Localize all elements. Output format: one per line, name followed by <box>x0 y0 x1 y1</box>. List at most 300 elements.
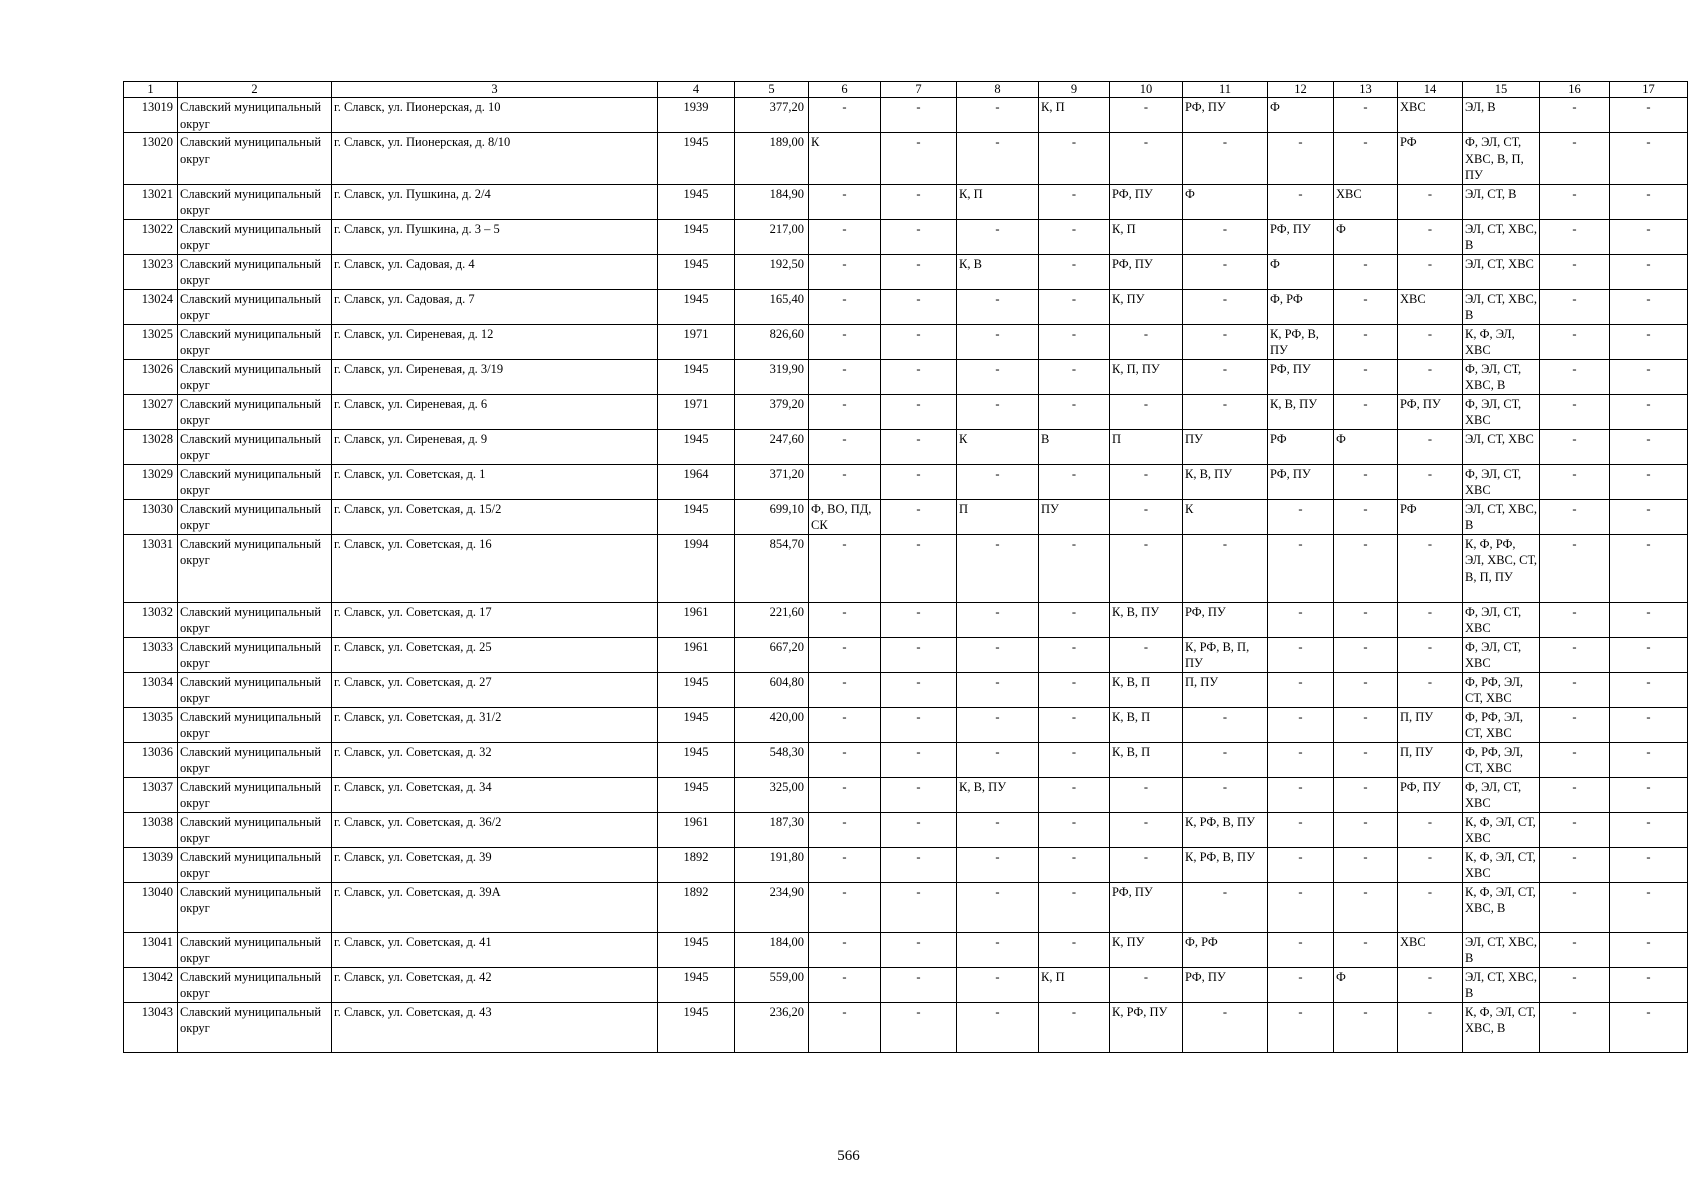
table-cell: - <box>881 932 957 967</box>
table-cell: - <box>1039 359 1110 394</box>
table-row <box>124 812 1688 847</box>
table-cell: 13034 <box>124 672 178 707</box>
table-cell: - <box>1334 707 1398 742</box>
table-cell: - <box>1610 133 1688 185</box>
table-cell: 1945 <box>658 967 735 1002</box>
column-header: 6 <box>809 82 881 98</box>
table-cell: - <box>1039 672 1110 707</box>
table-cell: г. Славск, ул. Сиреневая, д. 6 <box>332 394 658 429</box>
table-cell: Славский муниципальный округ <box>178 394 332 429</box>
table-cell: - <box>1268 742 1334 777</box>
table-cell: Ф, ЭЛ, СТ, ХВС <box>1463 602 1540 637</box>
table-cell: - <box>809 1002 881 1052</box>
table-cell: К <box>1183 499 1268 534</box>
table-cell: - <box>1039 637 1110 672</box>
table-cell: 13025 <box>124 324 178 359</box>
table-cell: - <box>1398 882 1463 932</box>
table-cell: - <box>1183 289 1268 324</box>
table-cell: 377,20 <box>735 98 809 133</box>
table-row <box>124 882 1688 932</box>
table-cell: - <box>957 394 1039 429</box>
table-cell: - <box>809 184 881 219</box>
table-cell: - <box>1334 672 1398 707</box>
column-header: 4 <box>658 82 735 98</box>
table-cell: К, РФ, В, П, ПУ <box>1183 637 1268 672</box>
table-cell: Ф, РФ, ЭЛ, СТ, ХВС <box>1463 672 1540 707</box>
table-cell: - <box>1110 967 1183 1002</box>
table-cell: - <box>1183 219 1268 254</box>
table-cell: 559,00 <box>735 967 809 1002</box>
table-cell: - <box>1610 324 1688 359</box>
table-cell: - <box>881 812 957 847</box>
table-cell: 13020 <box>124 133 178 185</box>
table-cell: - <box>809 637 881 672</box>
table-cell: - <box>1110 464 1183 499</box>
table-cell: - <box>1039 133 1110 185</box>
table-cell: ХВС <box>1398 289 1463 324</box>
table-cell: К, В, ПУ <box>1110 602 1183 637</box>
table-cell: - <box>1610 499 1688 534</box>
table-cell: - <box>1334 464 1398 499</box>
table-cell: 13027 <box>124 394 178 429</box>
table-cell: 420,00 <box>735 707 809 742</box>
table-cell: - <box>1398 184 1463 219</box>
table-cell: - <box>1110 777 1183 812</box>
table-cell: Ф, РФ, ЭЛ, СТ, ХВС <box>1463 742 1540 777</box>
table-cell: Славский муниципальный округ <box>178 429 332 464</box>
column-header: 9 <box>1039 82 1110 98</box>
table-cell: - <box>1039 464 1110 499</box>
table-row <box>124 1002 1688 1052</box>
table-cell: - <box>881 707 957 742</box>
table-cell: - <box>957 1002 1039 1052</box>
table-cell: 217,00 <box>735 219 809 254</box>
table-row <box>124 707 1688 742</box>
table-cell: - <box>809 812 881 847</box>
table-cell: - <box>1610 359 1688 394</box>
table-cell: 1961 <box>658 637 735 672</box>
table-cell: - <box>957 289 1039 324</box>
table-cell: 1892 <box>658 882 735 932</box>
table-cell: - <box>809 534 881 602</box>
table-cell: Ф <box>1268 254 1334 289</box>
table-cell: - <box>1610 184 1688 219</box>
table-cell: - <box>1334 133 1398 185</box>
table-cell: г. Славск, ул. Советская, д. 32 <box>332 742 658 777</box>
table-cell: - <box>1268 932 1334 967</box>
table-cell: 13042 <box>124 967 178 1002</box>
table-cell: - <box>809 777 881 812</box>
table-cell: - <box>1398 637 1463 672</box>
table-cell: П, ПУ <box>1398 707 1463 742</box>
table-cell: 1945 <box>658 932 735 967</box>
table-cell: - <box>957 742 1039 777</box>
table-cell: 13024 <box>124 289 178 324</box>
table-cell: 1945 <box>658 133 735 185</box>
table-cell: Славский муниципальный округ <box>178 602 332 637</box>
table-cell: К, ПУ <box>1110 932 1183 967</box>
table-row <box>124 429 1688 464</box>
table-cell: Славский муниципальный округ <box>178 133 332 185</box>
table-cell: - <box>1039 812 1110 847</box>
table-cell: - <box>957 98 1039 133</box>
table-cell: - <box>957 359 1039 394</box>
table-cell: К, П <box>957 184 1039 219</box>
table-cell: - <box>1039 1002 1110 1052</box>
table-cell: РФ, ПУ <box>1268 219 1334 254</box>
table-cell: - <box>881 429 957 464</box>
table-cell: 548,30 <box>735 742 809 777</box>
table-cell: - <box>1039 254 1110 289</box>
table-cell: РФ, ПУ <box>1398 777 1463 812</box>
page-number: 566 <box>837 1148 860 1164</box>
table-cell: - <box>881 324 957 359</box>
table-cell: Славский муниципальный округ <box>178 289 332 324</box>
table-cell: - <box>1039 882 1110 932</box>
table-cell: - <box>1334 98 1398 133</box>
table-cell: - <box>1334 499 1398 534</box>
table-cell: - <box>809 707 881 742</box>
table-cell: - <box>1610 812 1688 847</box>
table-cell: 191,80 <box>735 847 809 882</box>
table-cell: - <box>1183 133 1268 185</box>
table-cell: - <box>809 359 881 394</box>
table-cell: г. Славск, ул. Советская, д. 43 <box>332 1002 658 1052</box>
table-cell: ЭЛ, СТ, ХВС, В <box>1463 499 1540 534</box>
table-cell: 13043 <box>124 1002 178 1052</box>
table-cell: РФ <box>1398 499 1463 534</box>
table-cell: К, В, ПУ <box>1183 464 1268 499</box>
table-cell: - <box>1039 394 1110 429</box>
table-cell: - <box>1268 812 1334 847</box>
table-cell: ХВС <box>1398 932 1463 967</box>
table-cell: - <box>1540 184 1610 219</box>
table-cell: - <box>1610 602 1688 637</box>
table-cell: - <box>1398 324 1463 359</box>
column-header: 5 <box>735 82 809 98</box>
table-cell: 184,00 <box>735 932 809 967</box>
table-cell: 13030 <box>124 499 178 534</box>
table-row <box>124 98 1688 133</box>
table-cell: - <box>1334 1002 1398 1052</box>
table-cell: РФ, ПУ <box>1183 98 1268 133</box>
table-cell: - <box>881 394 957 429</box>
table-cell: - <box>1183 1002 1268 1052</box>
table-cell: - <box>881 777 957 812</box>
table-cell: - <box>1110 133 1183 185</box>
table-cell: - <box>1540 464 1610 499</box>
table-cell: - <box>1610 707 1688 742</box>
table-cell: 1945 <box>658 672 735 707</box>
table-cell: К, Ф, ЭЛ, ХВС <box>1463 324 1540 359</box>
table-cell: К <box>957 429 1039 464</box>
table-cell: 1945 <box>658 499 735 534</box>
table-cell: г. Славск, ул. Советская, д. 39 <box>332 847 658 882</box>
table-row <box>124 847 1688 882</box>
table-row <box>124 133 1688 185</box>
table-cell: 234,90 <box>735 882 809 932</box>
table-cell: Славский муниципальный округ <box>178 254 332 289</box>
table-row <box>124 637 1688 672</box>
table-cell: Ф, ЭЛ, СТ, ХВС <box>1463 777 1540 812</box>
table-cell: РФ, ПУ <box>1183 602 1268 637</box>
table-cell: - <box>881 882 957 932</box>
table-cell: Ф <box>1334 429 1398 464</box>
table-cell: П, ПУ <box>1398 742 1463 777</box>
table-cell: - <box>881 847 957 882</box>
table-body <box>124 98 1688 1053</box>
table-cell: - <box>1039 847 1110 882</box>
buildings-table <box>123 81 1688 1053</box>
table-cell: Ф <box>1334 219 1398 254</box>
table-cell: Славский муниципальный округ <box>178 672 332 707</box>
table-cell: - <box>1039 932 1110 967</box>
table-cell: - <box>1540 254 1610 289</box>
column-header: 16 <box>1540 82 1610 98</box>
table-cell: - <box>1540 534 1610 602</box>
table-cell: Ф, ЭЛ, СТ, ХВС, В <box>1463 359 1540 394</box>
table-cell: - <box>1268 882 1334 932</box>
table-cell: РФ, ПУ <box>1110 254 1183 289</box>
table-cell: ПУ <box>1039 499 1110 534</box>
table-cell: К, В, ПУ <box>1268 394 1334 429</box>
table-cell: К, П, ПУ <box>1110 359 1183 394</box>
table-cell: Славский муниципальный округ <box>178 219 332 254</box>
column-header: 11 <box>1183 82 1268 98</box>
table-cell: - <box>809 324 881 359</box>
table-cell: Славский муниципальный округ <box>178 324 332 359</box>
table-cell: Ф <box>1183 184 1268 219</box>
table-cell: - <box>1268 534 1334 602</box>
table-cell: РФ, ПУ <box>1268 359 1334 394</box>
table-cell: - <box>957 812 1039 847</box>
table-cell: - <box>1110 98 1183 133</box>
table-row <box>124 932 1688 967</box>
table-cell: К, В, П <box>1110 707 1183 742</box>
table-cell: - <box>1540 637 1610 672</box>
table-cell: Ф, РФ <box>1183 932 1268 967</box>
table-cell: Ф, ЭЛ, СТ, ХВС <box>1463 637 1540 672</box>
table-cell: - <box>1334 777 1398 812</box>
table-cell: - <box>809 394 881 429</box>
table-cell: - <box>809 602 881 637</box>
table-cell: Славский муниципальный округ <box>178 464 332 499</box>
table-cell: - <box>1540 429 1610 464</box>
table-cell: - <box>1334 324 1398 359</box>
table-cell: 189,00 <box>735 133 809 185</box>
table-cell: РФ, ПУ <box>1110 882 1183 932</box>
table-cell: Славский муниципальный округ <box>178 777 332 812</box>
table-cell: ЭЛ, В <box>1463 98 1540 133</box>
column-header: 1 <box>124 82 178 98</box>
table-cell: г. Славск, ул. Советская, д. 31/2 <box>332 707 658 742</box>
table-row <box>124 742 1688 777</box>
table-cell: г. Славск, ул. Советская, д. 34 <box>332 777 658 812</box>
table-cell: - <box>1268 1002 1334 1052</box>
table-cell: г. Славск, ул. Пушкина, д. 3 – 5 <box>332 219 658 254</box>
table-cell: 1994 <box>658 534 735 602</box>
table-row <box>124 602 1688 637</box>
table-cell: - <box>1268 499 1334 534</box>
table-cell: - <box>1610 777 1688 812</box>
table-cell: - <box>1183 394 1268 429</box>
table-cell: - <box>1334 602 1398 637</box>
table-cell: - <box>1268 777 1334 812</box>
table-cell: - <box>1334 637 1398 672</box>
table-cell: Славский муниципальный округ <box>178 359 332 394</box>
table-cell: 13038 <box>124 812 178 847</box>
table-cell: - <box>881 219 957 254</box>
table-cell: К, В <box>957 254 1039 289</box>
table-cell: К, ПУ <box>1110 289 1183 324</box>
table-cell: - <box>1610 254 1688 289</box>
table-cell: 371,20 <box>735 464 809 499</box>
table-cell: - <box>1334 742 1398 777</box>
table-cell: - <box>1183 324 1268 359</box>
table-cell: 13028 <box>124 429 178 464</box>
table-cell: - <box>1039 742 1110 777</box>
table-cell: - <box>1110 847 1183 882</box>
table-cell: 854,70 <box>735 534 809 602</box>
table-cell: - <box>881 98 957 133</box>
table-cell: - <box>881 637 957 672</box>
table-cell: - <box>1268 967 1334 1002</box>
table-cell: 13022 <box>124 219 178 254</box>
table-cell: - <box>1039 289 1110 324</box>
table-cell: - <box>957 133 1039 185</box>
table-cell: 221,60 <box>735 602 809 637</box>
table-cell: - <box>809 847 881 882</box>
table-cell: - <box>1398 429 1463 464</box>
table-cell: г. Славск, ул. Пушкина, д. 2/4 <box>332 184 658 219</box>
table-cell: Ф <box>1334 967 1398 1002</box>
table-cell: - <box>957 932 1039 967</box>
column-header: 14 <box>1398 82 1463 98</box>
table-cell: г. Славск, ул. Садовая, д. 4 <box>332 254 658 289</box>
table-cell: - <box>1540 324 1610 359</box>
table-cell: Ф, РФ <box>1268 289 1334 324</box>
table-cell: - <box>1540 289 1610 324</box>
table-cell: г. Славск, ул. Пионерская, д. 8/10 <box>332 133 658 185</box>
table-cell: - <box>1110 534 1183 602</box>
table-cell: - <box>957 847 1039 882</box>
table-cell: 13037 <box>124 777 178 812</box>
table-cell: - <box>809 254 881 289</box>
table-cell: ЭЛ, СТ, ХВС, В <box>1463 289 1540 324</box>
table-cell: - <box>1398 254 1463 289</box>
table-cell: - <box>957 707 1039 742</box>
table-cell: - <box>1183 254 1268 289</box>
table-cell: 192,50 <box>735 254 809 289</box>
table-cell: ЭЛ, СТ, ХВС, В <box>1463 219 1540 254</box>
table-cell: - <box>809 429 881 464</box>
table-cell: - <box>1334 847 1398 882</box>
table-cell: РФ, ПУ <box>1183 967 1268 1002</box>
table-cell: - <box>1610 672 1688 707</box>
table-cell: РФ <box>1398 133 1463 185</box>
table-cell: - <box>1610 1002 1688 1052</box>
table-cell: - <box>1398 602 1463 637</box>
table-cell: - <box>1334 882 1398 932</box>
table-cell: г. Славск, ул. Советская, д. 25 <box>332 637 658 672</box>
table-cell: - <box>1110 637 1183 672</box>
table-cell: - <box>1039 324 1110 359</box>
table-cell: К, РФ, В, ПУ <box>1183 812 1268 847</box>
table-cell: - <box>1334 812 1398 847</box>
table-cell: - <box>1610 394 1688 429</box>
table-cell: - <box>1610 932 1688 967</box>
table-cell: - <box>1398 219 1463 254</box>
table-cell: - <box>809 967 881 1002</box>
table-cell: - <box>1039 184 1110 219</box>
table-row <box>124 359 1688 394</box>
table-cell: П, ПУ <box>1183 672 1268 707</box>
table-cell: - <box>881 464 957 499</box>
table-cell: - <box>1610 219 1688 254</box>
table-cell: - <box>1268 847 1334 882</box>
table-cell: - <box>1398 967 1463 1002</box>
table-cell: 1945 <box>658 707 735 742</box>
table-cell: 379,20 <box>735 394 809 429</box>
table-cell: Славский муниципальный округ <box>178 637 332 672</box>
table-row <box>124 499 1688 534</box>
table-row <box>124 219 1688 254</box>
table-cell: - <box>809 932 881 967</box>
table-cell: - <box>1039 219 1110 254</box>
table-cell: - <box>1398 847 1463 882</box>
table-cell: К, РФ, ПУ <box>1110 1002 1183 1052</box>
table-cell: 13041 <box>124 932 178 967</box>
table-cell: - <box>1039 534 1110 602</box>
table-cell: РФ, ПУ <box>1398 394 1463 429</box>
table-cell: ЭЛ, СТ, В <box>1463 184 1540 219</box>
table-cell: - <box>1540 499 1610 534</box>
table-cell: - <box>809 98 881 133</box>
table-cell: ЭЛ, СТ, ХВС <box>1463 429 1540 464</box>
table-cell: г. Славск, ул. Советская, д. 15/2 <box>332 499 658 534</box>
table-cell: - <box>1610 847 1688 882</box>
table-cell: Ф, ЭЛ, СТ, ХВС <box>1463 464 1540 499</box>
table-cell: Ф, РФ, ЭЛ, СТ, ХВС <box>1463 707 1540 742</box>
table-cell: - <box>1540 672 1610 707</box>
table-cell: 13019 <box>124 98 178 133</box>
table-cell: 13026 <box>124 359 178 394</box>
table-cell: - <box>1610 289 1688 324</box>
column-header: 7 <box>881 82 957 98</box>
table-cell: - <box>1540 133 1610 185</box>
table-cell: РФ, ПУ <box>1110 184 1183 219</box>
table-cell: - <box>1039 707 1110 742</box>
table-cell: - <box>1268 637 1334 672</box>
table-cell: - <box>881 359 957 394</box>
table-cell: - <box>1540 219 1610 254</box>
table-cell: - <box>881 254 957 289</box>
table-cell: - <box>1540 847 1610 882</box>
table-cell: ЭЛ, СТ, ХВС, В <box>1463 967 1540 1002</box>
table-cell: - <box>1183 882 1268 932</box>
table-row <box>124 777 1688 812</box>
table-cell: - <box>1610 464 1688 499</box>
table-cell: 1961 <box>658 602 735 637</box>
table-cell: г. Славск, ул. Советская, д. 41 <box>332 932 658 967</box>
table-cell: - <box>1183 707 1268 742</box>
table-cell: ЭЛ, СТ, ХВС, В <box>1463 932 1540 967</box>
table-cell: - <box>881 133 957 185</box>
table-cell: - <box>957 464 1039 499</box>
table-cell: г. Славск, ул. Советская, д. 17 <box>332 602 658 637</box>
table-cell: ХВС <box>1334 184 1398 219</box>
table-cell: - <box>1268 133 1334 185</box>
